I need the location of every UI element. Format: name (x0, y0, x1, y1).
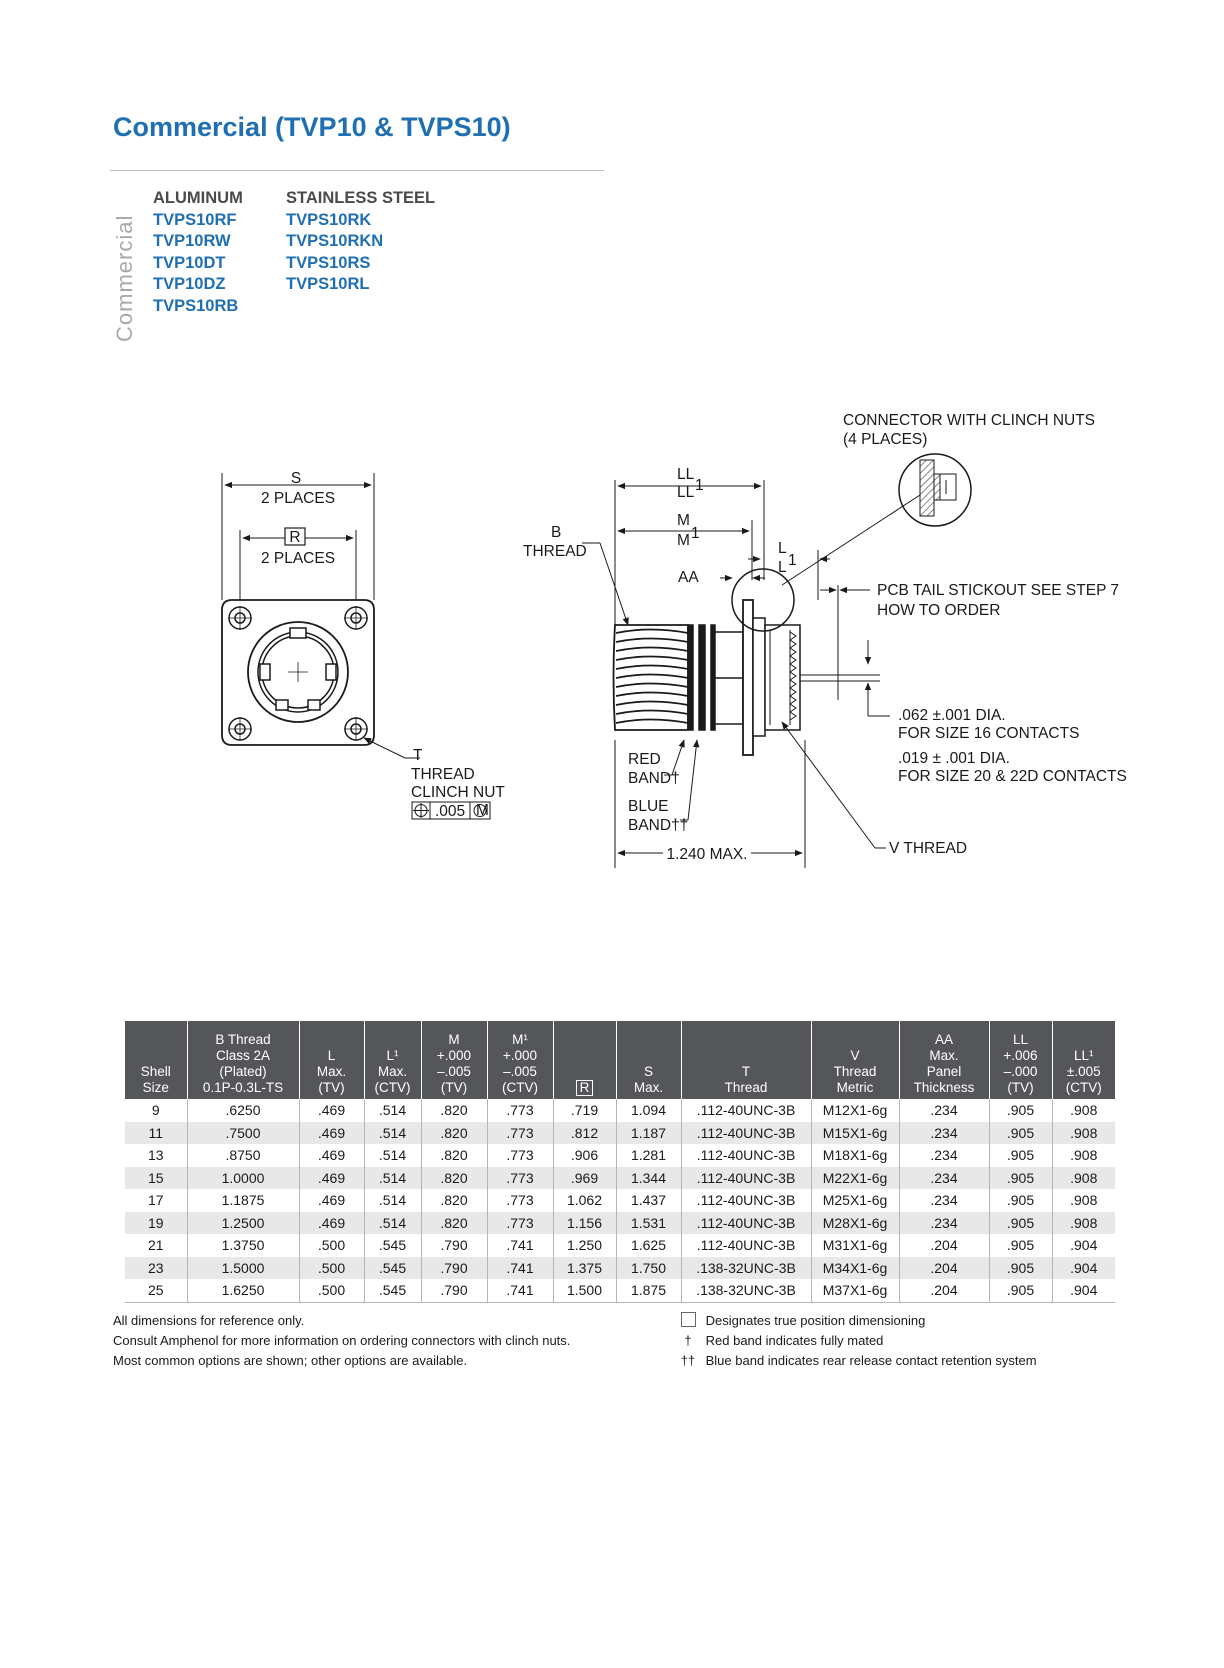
table-cell: M31X1-6g (811, 1234, 899, 1257)
table-cell: .234 (899, 1099, 989, 1122)
table-cell: .812 (553, 1122, 616, 1145)
dagger-symbol: † (684, 1333, 692, 1348)
table-cell: .908 (1052, 1212, 1115, 1235)
part-number: TVP10DZ (153, 275, 226, 293)
table-cell: .820 (421, 1167, 487, 1190)
table-cell: 1.375 (553, 1257, 616, 1280)
table-cell: 1.750 (616, 1257, 681, 1280)
table-cell: 1.094 (616, 1099, 681, 1122)
l1-label: L (778, 559, 787, 576)
table-cell: .905 (989, 1144, 1052, 1167)
column-header: AA Max. Panel Thickness (899, 1021, 989, 1099)
s-places: 2 PLACES (260, 490, 336, 507)
table-cell: 1.6250 (187, 1279, 299, 1302)
table-cell: .904 (1052, 1279, 1115, 1302)
table-cell: 1.1875 (187, 1189, 299, 1212)
table-cell: .204 (899, 1234, 989, 1257)
table-cell: .514 (364, 1167, 421, 1190)
table-cell: .545 (364, 1234, 421, 1257)
table-cell: .514 (364, 1099, 421, 1122)
front-view (222, 473, 420, 758)
column-header: Shell Size (125, 1021, 187, 1099)
table-body (125, 1099, 1115, 1302)
table-cell: .820 (421, 1144, 487, 1167)
table-cell: .500 (299, 1257, 364, 1280)
table-cell: 1.344 (616, 1167, 681, 1190)
part-number: TVPS10RK (286, 210, 372, 229)
mmc-symbol: M (476, 802, 489, 819)
table-cell: .469 (299, 1167, 364, 1190)
table-cell: .908 (1052, 1189, 1115, 1212)
column-header: V Thread Metric (811, 1021, 899, 1099)
table-cell: .905 (989, 1189, 1052, 1212)
dia-019-note: .019 ± .001 DIA. (898, 750, 1010, 767)
table-cell: .469 (299, 1099, 364, 1122)
double-dagger-symbol: †† (680, 1353, 696, 1368)
part-number: TVP10RW (153, 232, 231, 250)
blue-band-label-2: BAND†† (628, 817, 689, 834)
table-cell: 21 (147, 1237, 164, 1254)
table-cell: .905 (989, 1257, 1052, 1280)
legend-blue-band (677, 1351, 1037, 1371)
table-cell: .469 (299, 1212, 364, 1235)
table-cell: .908 (1052, 1122, 1115, 1145)
table-row (125, 1189, 1115, 1212)
stainless-heading: STAINLESS STEEL (286, 189, 436, 207)
column-header: B Thread Class 2A (Plated) 0.1P-0.3L-TS (187, 1021, 299, 1099)
t-thread: THREAD (411, 766, 475, 783)
table-cell: .905 (989, 1099, 1052, 1122)
table-cell: .908 (1052, 1099, 1115, 1122)
column-header: L¹ Max. (CTV) (364, 1021, 421, 1099)
table-cell: 11 (125, 1122, 187, 1145)
table-cell: 25 (125, 1279, 187, 1302)
table-cell: .905 (989, 1234, 1052, 1257)
part-number: TVPS10RB (153, 296, 239, 315)
table-cell: .234 (899, 1189, 989, 1212)
table-cell: 1.3750 (187, 1234, 299, 1257)
size16-note: FOR SIZE 16 CONTACTS (898, 725, 1080, 742)
table-cell: .204 (899, 1279, 989, 1302)
part-number: TVPS10RF (153, 210, 237, 229)
table-cell: 17 (147, 1192, 164, 1209)
dia-062-note: .062 ±.001 DIA. (898, 707, 1006, 724)
max-length-label: 1.240 MAX. (666, 846, 748, 863)
table-cell: 1.531 (616, 1212, 681, 1235)
table-cell: M25X1-6g (811, 1189, 899, 1212)
table-cell: .905 (989, 1279, 1052, 1302)
table-cell: .773 (487, 1167, 553, 1190)
table-cell: 1.500 (553, 1279, 616, 1302)
table-row (125, 1167, 1115, 1190)
table-cell: .514 (364, 1189, 421, 1212)
part-number: TVPS10RL (286, 275, 370, 293)
table-cell: 1.5000 (187, 1257, 299, 1280)
table-cell: 1.437 (616, 1189, 681, 1212)
table-cell: .820 (421, 1122, 487, 1145)
t-label: T (413, 747, 423, 764)
table-cell: .773 (487, 1212, 553, 1235)
table-cell: .6250 (187, 1099, 299, 1122)
table-cell: .500 (299, 1234, 364, 1257)
column-header: LL +.006 –.000 (TV) (989, 1021, 1052, 1099)
r-places: 2 PLACES (260, 550, 336, 567)
table-row (125, 1279, 1115, 1302)
table-cell: .234 (899, 1212, 989, 1235)
table-cell: .545 (364, 1257, 421, 1280)
note: Consult Amphenol for more information on ordering connectors with clinch nuts. (113, 1333, 571, 1348)
table-cell: .773 (487, 1189, 553, 1212)
table-cell: .790 (421, 1279, 487, 1302)
table-cell: .906 (553, 1144, 616, 1167)
table-cell: 19 (125, 1212, 187, 1235)
superscript: 1 (691, 525, 700, 542)
table-cell: 1.187 (616, 1122, 681, 1145)
table-cell: .500 (299, 1279, 364, 1302)
table-cell: M15X1-6g (811, 1122, 899, 1145)
tolerance-value: .005 (435, 803, 466, 820)
table-cell: .514 (364, 1122, 421, 1145)
table-cell: .773 (487, 1099, 553, 1122)
superscript: 1 (695, 477, 704, 494)
table-header (125, 1021, 1115, 1099)
table-cell: .469 (299, 1189, 364, 1212)
table-row (125, 1099, 1115, 1122)
r-label: R (289, 529, 301, 546)
part-number: TVPS10RS (286, 253, 371, 272)
table-cell: .741 (487, 1234, 553, 1257)
table-cell: 1.062 (553, 1189, 616, 1212)
table-cell: .234 (899, 1144, 989, 1167)
t-clinch-nut: CLINCH NUT (411, 784, 505, 801)
table-row (125, 1234, 1115, 1257)
column-header: M +.000 –.005 (TV) (421, 1021, 487, 1099)
table-cell: .773 (487, 1122, 553, 1145)
table-cell: M12X1-6g (811, 1099, 899, 1122)
l-label: L (778, 540, 787, 557)
page-title: Commercial (TVP10 & TVPS10) (113, 112, 511, 142)
pcb-stickout-note-2: HOW TO ORDER (877, 602, 1001, 619)
table-cell: .112-40UNC-3B (681, 1212, 811, 1235)
legend-text: Red band indicates fully mated (705, 1333, 884, 1348)
header-row (125, 1021, 1115, 1099)
table-cell: .820 (421, 1099, 487, 1122)
table-cell: .469 (299, 1122, 364, 1145)
table-cell: 13 (147, 1147, 164, 1164)
table-cell: 1.625 (616, 1234, 681, 1257)
table-cell: 1.281 (616, 1144, 681, 1167)
table-cell: .790 (421, 1257, 487, 1280)
red-band-label-2: BAND† (628, 770, 680, 787)
table-cell: 23 (125, 1257, 187, 1280)
red-band-label: RED (628, 751, 661, 768)
table-cell: .969 (553, 1167, 616, 1190)
ll1-label: LL (677, 484, 695, 501)
table-cell: M34X1-6g (811, 1257, 899, 1280)
m-label: M (677, 512, 690, 529)
table-row (125, 1122, 1115, 1145)
connector-callout-places: (4 PLACES) (843, 431, 928, 448)
table-cell: .905 (989, 1167, 1052, 1190)
table-cell: .514 (364, 1144, 421, 1167)
table-cell: .820 (421, 1189, 487, 1212)
aa-label: AA (678, 569, 699, 586)
table-cell: 1.0000 (187, 1167, 299, 1190)
part-number: TVPS10RKN (286, 232, 384, 250)
table-cell: .904 (1052, 1234, 1115, 1257)
table-cell: 15 (125, 1167, 187, 1190)
table-cell: .908 (1052, 1144, 1115, 1167)
table-cell: .469 (299, 1144, 364, 1167)
column-header: LL¹ ±.005 (CTV) (1052, 1021, 1115, 1099)
table-cell: .741 (487, 1257, 553, 1280)
table-cell: .908 (1052, 1167, 1115, 1190)
note: All dimensions for reference only. (113, 1313, 305, 1328)
table-cell: .790 (421, 1234, 487, 1257)
table-cell: .719 (553, 1099, 616, 1122)
table-cell: .8750 (187, 1144, 299, 1167)
notes-right (677, 1311, 1037, 1371)
size20-note: FOR SIZE 20 & 22D CONTACTS (898, 768, 1127, 785)
table-cell: .905 (989, 1212, 1052, 1235)
column-header: M¹ +.000 –.005 (CTV) (487, 1021, 553, 1099)
legend-true-position (677, 1311, 1037, 1331)
table-cell: .905 (989, 1122, 1052, 1145)
table-cell: .7500 (187, 1122, 299, 1145)
table-cell: .234 (899, 1167, 989, 1190)
table-cell: .204 (899, 1257, 989, 1280)
square-box-icon (677, 1311, 699, 1331)
pcb-stickout-note: PCB TAIL STICKOUT SEE STEP 7 (877, 582, 1120, 599)
blue-band-label: BLUE (628, 798, 669, 815)
aluminum-heading: ALUMINUM (153, 189, 243, 207)
table-cell: .112-40UNC-3B (681, 1122, 811, 1145)
table-cell: 1.2500 (187, 1212, 299, 1235)
legend-text: Designates true position dimensioning (705, 1313, 926, 1328)
table-cell: .112-40UNC-3B (681, 1167, 811, 1190)
b-label: B (551, 524, 562, 541)
table-cell: M18X1-6g (811, 1144, 899, 1167)
legend-red-band (677, 1331, 1037, 1351)
note: Most common options are shown; other options are available. (113, 1353, 468, 1368)
v-thread-label: V THREAD (889, 840, 968, 857)
table-cell: .112-40UNC-3B (681, 1234, 811, 1257)
table-cell: 1.250 (553, 1234, 616, 1257)
table-cell: .773 (487, 1144, 553, 1167)
table-row (125, 1144, 1115, 1167)
table-cell: .904 (1052, 1257, 1115, 1280)
table-cell: 9 (151, 1102, 160, 1119)
legend-text: Blue band indicates rear release contact retention system (705, 1353, 1037, 1368)
side-label: Commercial (112, 214, 137, 342)
table-cell: .112-40UNC-3B (681, 1144, 811, 1167)
table-cell: .514 (364, 1212, 421, 1235)
part-number: TVP10DT (153, 253, 226, 272)
column-header: R (553, 1021, 616, 1099)
connector-callout: CONNECTOR WITH CLINCH NUTS (843, 412, 1096, 429)
dimension-table (125, 1021, 1115, 1303)
column-header: S Max. (616, 1021, 681, 1099)
notes-left (113, 1311, 570, 1371)
column-header: L Max. (TV) (299, 1021, 364, 1099)
table-cell: 1.156 (553, 1212, 616, 1235)
table-cell: M22X1-6g (811, 1167, 899, 1190)
table-cell: .112-40UNC-3B (681, 1189, 811, 1212)
superscript: 1 (788, 552, 797, 569)
table-cell: 1.875 (616, 1279, 681, 1302)
ll-label: LL (677, 466, 695, 483)
table-cell: .741 (487, 1279, 553, 1302)
table-cell: .138-32UNC-3B (681, 1279, 811, 1302)
table-cell: .234 (899, 1122, 989, 1145)
table-cell: .820 (421, 1212, 487, 1235)
table-row (125, 1212, 1115, 1235)
table-cell: .138-32UNC-3B (681, 1257, 811, 1280)
table-cell: .545 (364, 1279, 421, 1302)
table-cell: M37X1-6g (811, 1279, 899, 1302)
b-thread: THREAD (523, 543, 587, 560)
table-row (125, 1257, 1115, 1280)
table-cell: M28X1-6g (811, 1212, 899, 1235)
s-label: S (290, 470, 302, 487)
m1-label: M (677, 532, 690, 549)
column-header: T Thread (681, 1021, 811, 1099)
table-cell: .112-40UNC-3B (681, 1099, 811, 1122)
